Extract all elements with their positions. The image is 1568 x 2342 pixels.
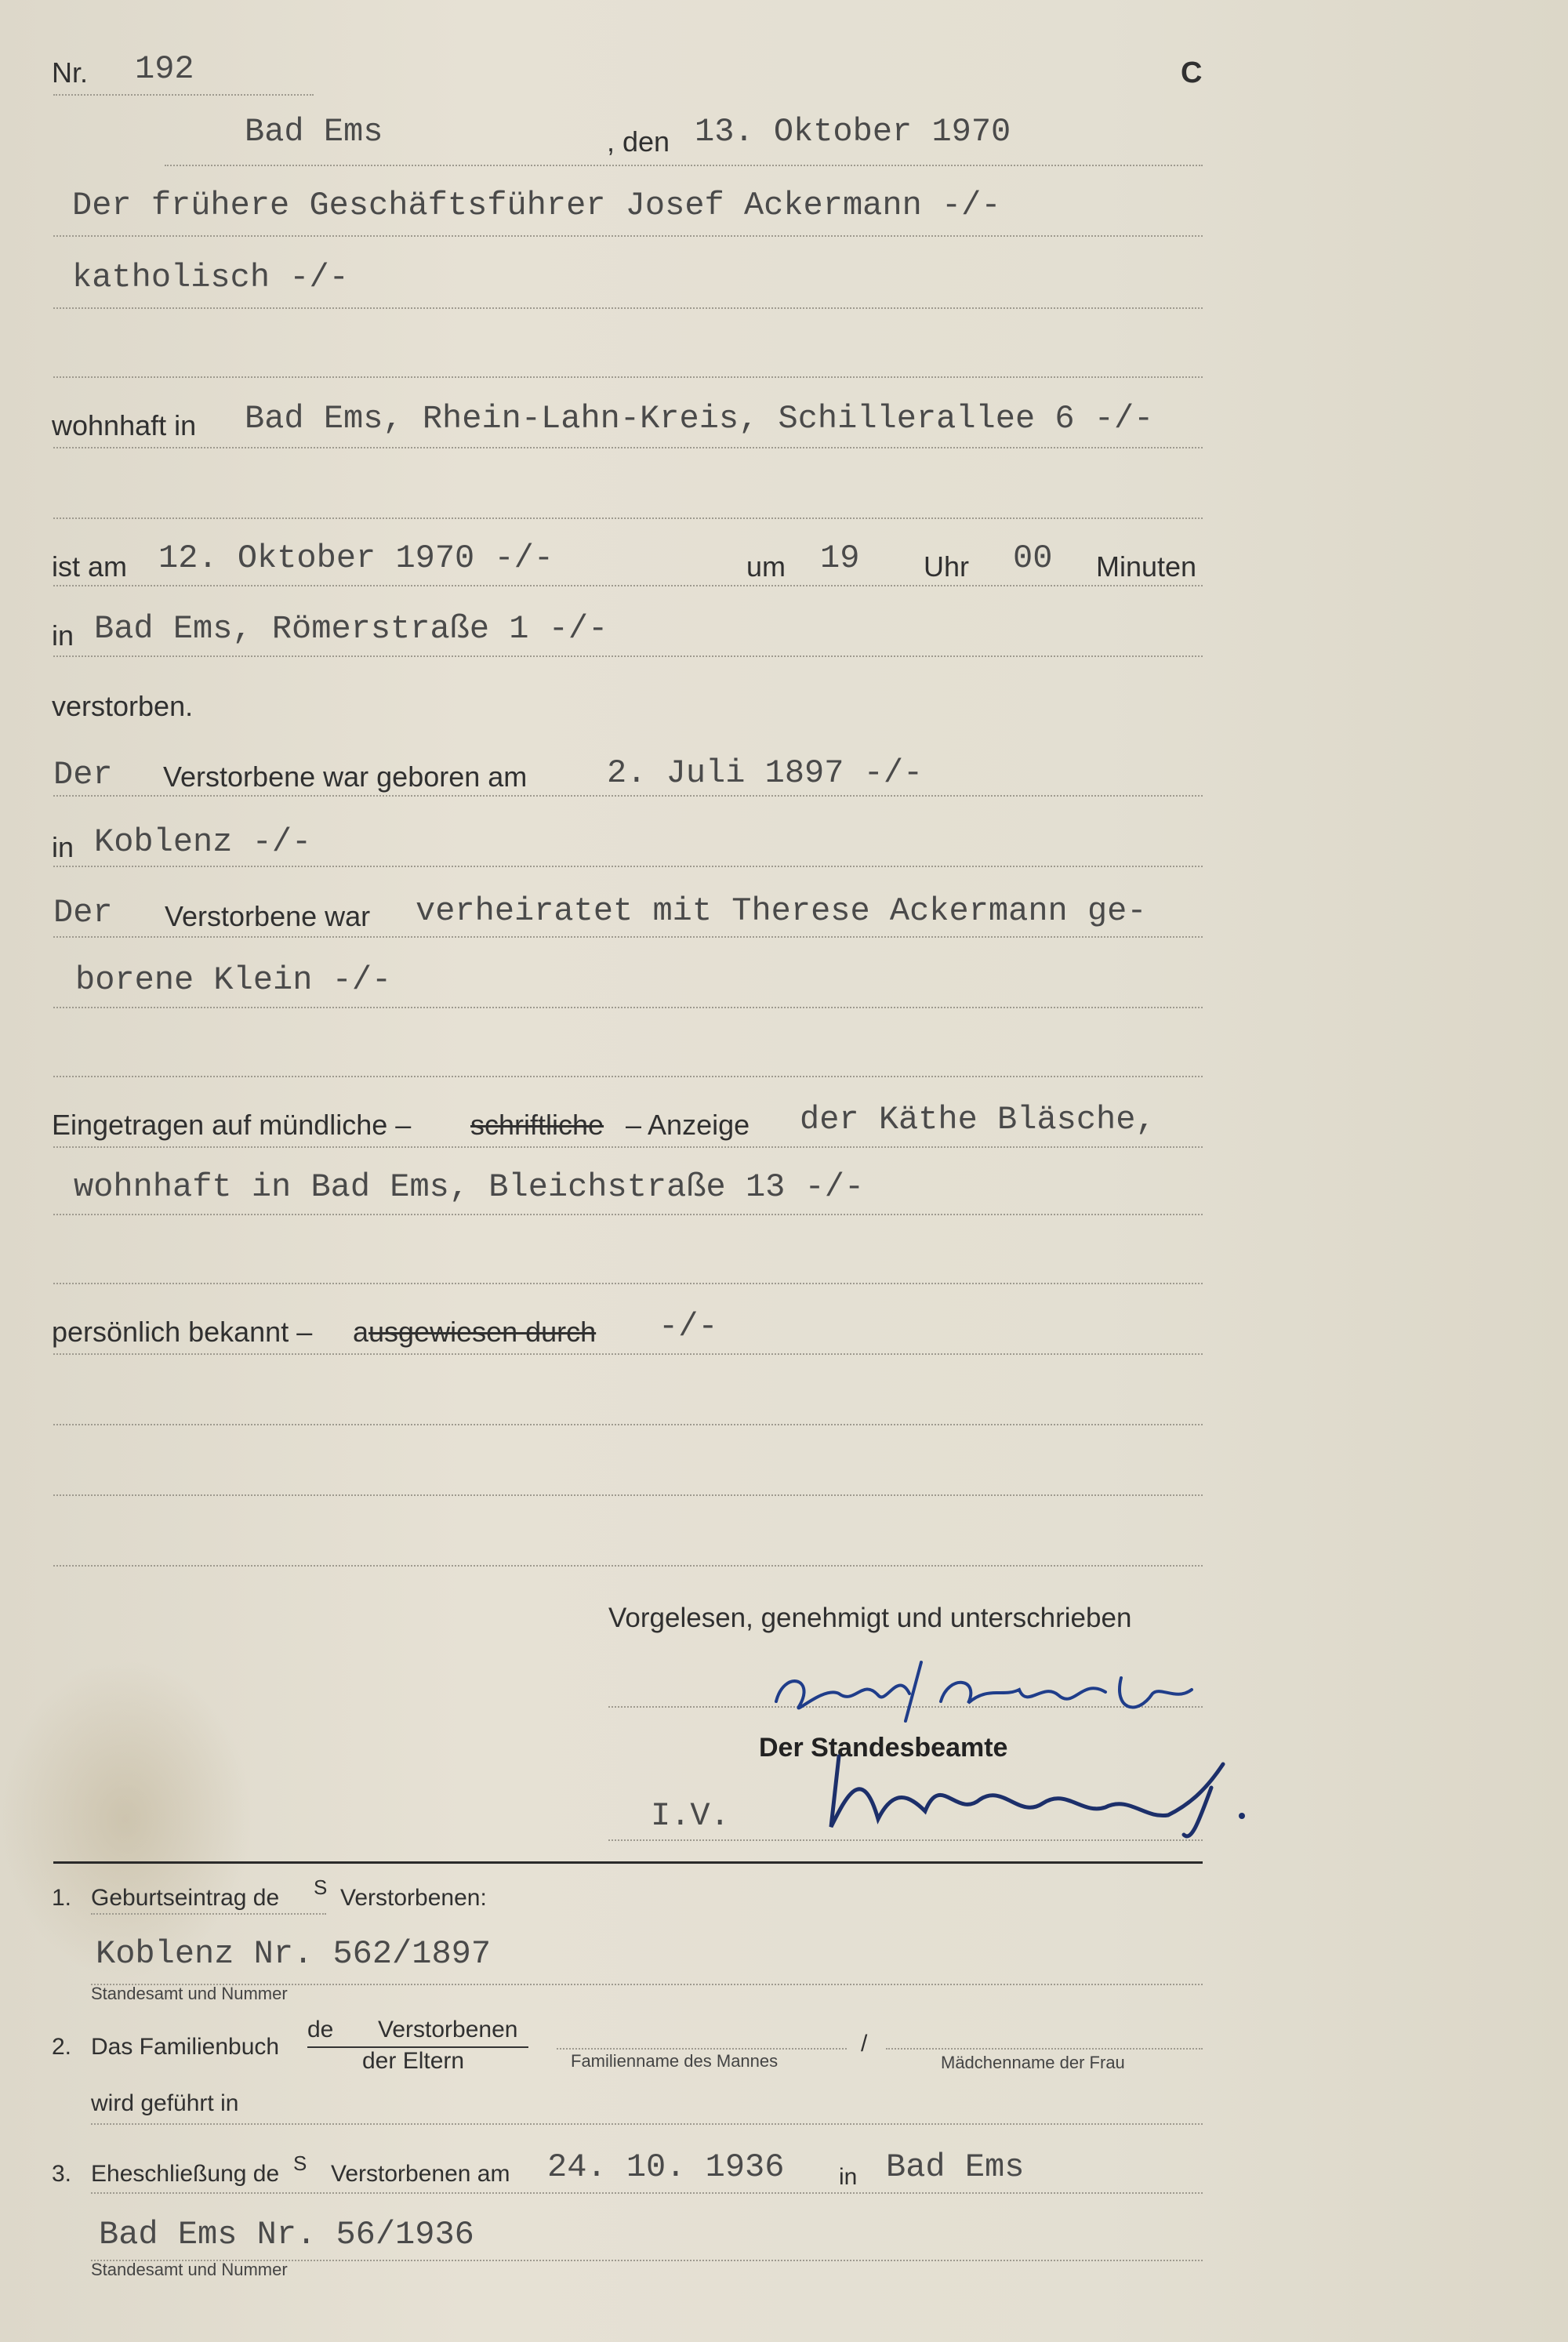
report-rule-2 [53, 1214, 1203, 1215]
birth-date-rule [53, 795, 1203, 797]
footer-item1-label-rule [91, 1913, 326, 1915]
footer-item2-rule [91, 2123, 1203, 2125]
blank-rule-7 [53, 1565, 1203, 1567]
blank-rule-1 [53, 376, 1203, 378]
residence-rule [53, 447, 1203, 448]
report-label-prefix: Eingetragen auf mündliche – [52, 1109, 412, 1141]
footer-item2-number: 2. [52, 2034, 72, 2060]
report-rule-1 [53, 1146, 1203, 1148]
footer-item3-place: Bad Ems [886, 2148, 1025, 2186]
footer-item3-date: 24. 10. 1936 [547, 2148, 785, 2186]
person-line-2-rule [53, 307, 1203, 309]
birth-place: Koblenz -/- [94, 823, 312, 861]
nr-line [53, 94, 314, 96]
footer-item1-label-a: Geburtseintrag de [91, 1885, 280, 1911]
footer-item1-value: Koblenz Nr. 562/1897 [96, 1935, 492, 1973]
footer-item3-label-a: Eheschließung de [91, 2161, 280, 2187]
footer-item2-woman-rule [886, 2048, 1203, 2050]
date-value: 13. Oktober 1970 [695, 113, 1011, 151]
report-struck-text: schriftliche [470, 1109, 604, 1141]
official-signature [815, 1741, 1254, 1850]
report-value-1: der Käthe Bläsche, [800, 1101, 1156, 1138]
death-in-label: in [52, 619, 74, 652]
nr-label: Nr. [52, 56, 89, 89]
marital-rule-1 [53, 936, 1203, 938]
person-line-1: Der frühere Geschäftsführer Josef Ackermann -/- [72, 187, 1001, 224]
person-line-1-rule [53, 235, 1203, 237]
marital-value-2: borene Klein -/- [75, 961, 392, 999]
blank-rule-3 [53, 1076, 1203, 1077]
footer-item2-man-caption: Familienname des Mannes [571, 2051, 779, 2071]
um-label: um [746, 550, 786, 583]
blank-rule-4 [53, 1283, 1203, 1284]
marital-article: Der [53, 894, 113, 931]
footer-item2-kept-label: wird geführt in [91, 2090, 239, 2116]
footer-item2-verstorbenen: Verstorbenen [378, 2017, 518, 2042]
footer-item3-superscript: S [293, 2151, 307, 2175]
blank-rule-5 [53, 1424, 1203, 1425]
death-date-value: 12. Oktober 1970 -/- [158, 539, 554, 577]
footer-item1-superscript: S [314, 1875, 328, 1899]
footer-separator [53, 1861, 1203, 1864]
blank-rule-2 [53, 517, 1203, 519]
den-label: , den [607, 125, 670, 158]
blank-rule-6 [53, 1494, 1203, 1496]
iv-mark: I.V. [651, 1797, 730, 1835]
identity-struck-text: usgewiesen durch [368, 1316, 597, 1348]
report-value-2: wohnhaft in Bad Ems, Bleichstraße 13 -/- [74, 1168, 865, 1206]
footer-item3-label-rule [91, 2192, 1203, 2194]
identity-rule [53, 1353, 1203, 1355]
footer-item1-label-b: Verstorbenen: [340, 1885, 487, 1911]
death-place-rule [53, 655, 1203, 657]
person-line-2: katholisch -/- [72, 259, 349, 296]
footer-item1-caption: Standesamt und Nummer [91, 1984, 288, 2003]
official-title: Der Standesbeamte [759, 1733, 1008, 1763]
death-minutes: 00 [1013, 539, 1053, 577]
footer-item1-number: 1. [52, 1885, 72, 1911]
marital-value-1: verheiratet mit Therese Ackermann ge- [416, 892, 1147, 930]
uhr-label: Uhr [924, 550, 970, 583]
marital-label: Verstorbene war [165, 900, 371, 932]
verstorben-label: verstorben. [52, 690, 194, 722]
footer-item2-man-rule [557, 2048, 847, 2050]
report-label-suffix: – Anzeige [626, 1109, 750, 1141]
marital-rule-2 [53, 1007, 1203, 1008]
birth-date: 2. Juli 1897 -/- [607, 754, 924, 792]
nr-value: 192 [135, 50, 194, 88]
footer-item2-slash: / [861, 2031, 868, 2057]
footer-item2-woman-caption: Mädchenname der Frau [941, 2053, 1125, 2072]
read-approved-text: Vorgelesen, genehmigt und unterschrieben [608, 1603, 1132, 1633]
footer-item2-eltern: der Eltern [362, 2048, 465, 2074]
birth-place-rule [53, 866, 1203, 867]
footer-item2-de: de [307, 2017, 334, 2042]
form-letter: C [1181, 56, 1203, 89]
report-struck-word [470, 1109, 604, 1142]
footer-item3-caption: Standesamt und Nummer [91, 2260, 288, 2279]
identity-label: persönlich bekannt – [52, 1316, 313, 1348]
birth-article: Der [53, 756, 113, 793]
place-value: Bad Ems [245, 113, 383, 151]
witness-signature [768, 1647, 1207, 1733]
place-date-line [165, 165, 1203, 166]
death-hour: 19 [820, 539, 860, 577]
identity-a: a [353, 1316, 369, 1348]
footer-item2-label: Das Familienbuch [91, 2034, 280, 2060]
residence-label: wohnhaft in [52, 409, 197, 441]
death-place: Bad Ems, Römerstraße 1 -/- [94, 610, 608, 648]
birth-label: Verstorbene war geboren am [163, 761, 528, 793]
identity-struck [368, 1316, 596, 1349]
identity-value: -/- [659, 1308, 718, 1345]
death-date-label: ist am [52, 550, 128, 583]
residence-value: Bad Ems, Rhein-Lahn-Kreis, Schillerallee 6 -/- [245, 400, 1154, 438]
birth-in-label: in [52, 831, 74, 863]
minuten-label: Minuten [1096, 550, 1197, 583]
footer-item3-value: Bad Ems Nr. 56/1936 [99, 2216, 474, 2253]
footer-item3-in: in [839, 2164, 858, 2190]
footer-item3-number: 3. [52, 2161, 72, 2187]
death-date-rule [53, 585, 1203, 586]
footer-item3-label-b: Verstorbenen am [331, 2161, 510, 2187]
